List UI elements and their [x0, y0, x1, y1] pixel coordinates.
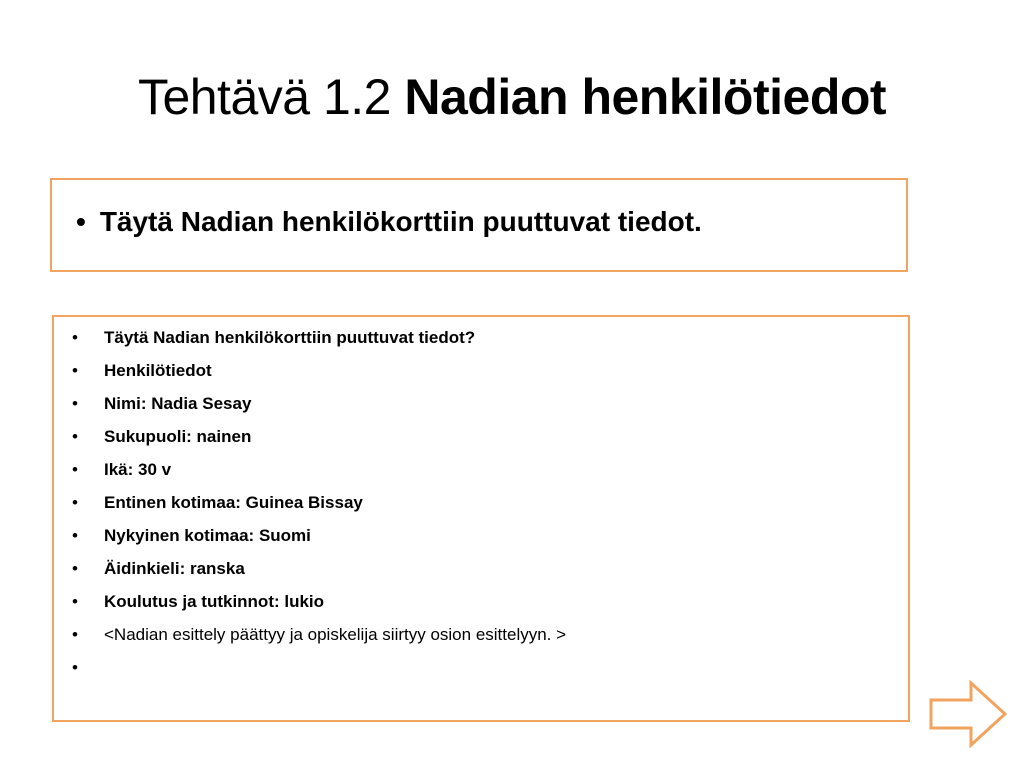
- bullet-icon: •: [72, 657, 78, 677]
- list-item: [72, 420, 566, 453]
- bullet-icon: •: [72, 525, 78, 545]
- details-box: [52, 315, 910, 722]
- list-item: [72, 651, 566, 684]
- list-item: [72, 585, 566, 618]
- instruction-box: [50, 178, 908, 272]
- list-item-text: Nykyinen kotimaa: Suomi: [104, 525, 311, 545]
- list-item: [72, 387, 566, 420]
- bullet-icon: •: [72, 492, 78, 512]
- list-item: [72, 618, 566, 651]
- list-item: [72, 552, 566, 585]
- list-item-text: Täytä Nadian henkilökorttiin puuttuvat tiedot?: [104, 327, 476, 347]
- instruction-item: [76, 206, 702, 238]
- slide-title: [0, 62, 1024, 132]
- list-item-text: Nimi: Nadia Sesay: [104, 393, 252, 413]
- details-list: [72, 321, 566, 684]
- list-item: [72, 453, 566, 486]
- list-item: [72, 321, 566, 354]
- list-item: [72, 486, 566, 519]
- list-item-text: Sukupuoli: nainen: [104, 426, 252, 446]
- bullet-icon: •: [72, 624, 78, 644]
- list-item-text: Koulutus ja tutkinnot: lukio: [104, 591, 325, 611]
- list-item: [72, 354, 566, 387]
- list-item-text: Äidinkieli: ranska: [104, 558, 245, 578]
- bullet-icon: •: [76, 206, 86, 237]
- bullet-icon: •: [72, 360, 78, 380]
- right-arrow-icon[interactable]: [928, 680, 1008, 748]
- list-item: [72, 519, 566, 552]
- instruction-text: Täytä Nadian henkilökorttiin puuttuvat tiedot.: [99, 206, 702, 237]
- title-main: Nadian henkilötiedot: [404, 69, 887, 125]
- list-item-text: <Nadian esittely päättyy ja opiskelija siirtyy osion esittelyyn. >: [104, 624, 567, 644]
- list-item-text: Ikä: 30 v: [104, 459, 172, 479]
- title-prefix: Tehtävä 1.2: [137, 69, 405, 125]
- bullet-icon: •: [72, 591, 78, 611]
- bullet-icon: •: [72, 459, 78, 479]
- list-item-text: Entinen kotimaa: Guinea Bissay: [104, 492, 363, 512]
- bullet-icon: •: [72, 393, 78, 413]
- list-item-text: Henkilötiedot: [104, 360, 212, 380]
- bullet-icon: •: [72, 327, 78, 347]
- bullet-icon: •: [72, 558, 78, 578]
- bullet-icon: •: [72, 426, 78, 446]
